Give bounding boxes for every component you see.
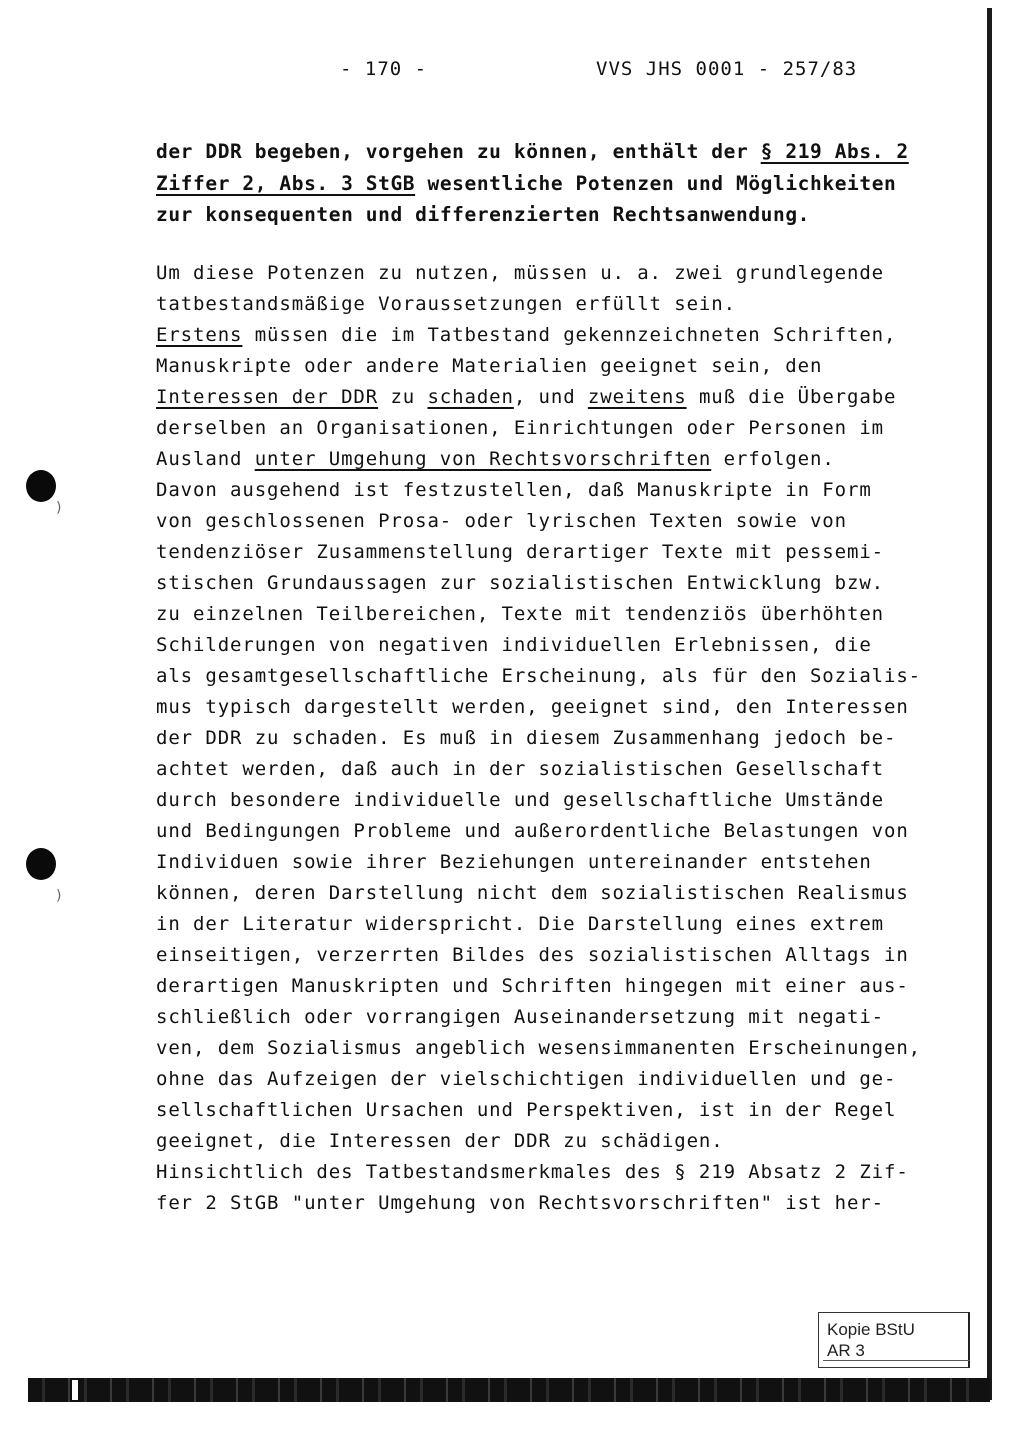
text-line — [156, 971, 956, 1002]
text-line — [156, 630, 956, 661]
text-segment: Davon ausgehend ist festzustellen, daß Manuskripte in Form — [156, 479, 872, 501]
intro-paragraph — [156, 136, 956, 231]
text-segment: tendenziöser Zusammenstellung derartiger Texte mit pessemi- — [156, 541, 884, 563]
stamp-line-2: AR 3 — [827, 1341, 865, 1360]
text-line — [156, 475, 956, 506]
text-segment: stischen Grundaussagen zur sozialistischen Entwicklung bzw. — [156, 572, 884, 594]
scan-edge — [987, 8, 992, 1400]
text-segment: zur konsequenten und differenzierten Rechtsanwendung. — [156, 203, 811, 226]
text-segment: und Bedingungen Probleme und außerordentliche Belastungen von — [156, 820, 909, 842]
text-segment: einseitigen, verzerrten Bildes des sozialistischen Alltags in — [156, 944, 909, 966]
text-line — [156, 320, 956, 351]
text-segment: ohne das Aufzeigen der vielschichtigen individuellen und ge- — [156, 1068, 897, 1090]
text-segment: ven, dem Sozialismus angeblich wesensimmanenten Erscheinungen, — [156, 1037, 922, 1059]
text-segment: Ausland — [156, 448, 255, 470]
document-reference: VVS JHS 0001 - 257/83 — [596, 58, 858, 80]
text-line — [156, 351, 956, 382]
underlined-text: Erstens — [156, 324, 243, 346]
text-line — [156, 847, 956, 878]
text-segment: muß die Übergabe — [686, 386, 897, 408]
text-segment: Individuen sowie ihrer Beziehungen untereinander entstehen — [156, 851, 872, 873]
text-segment: der DDR begeben, vorgehen zu können, enthält der — [156, 140, 761, 163]
text-segment: Um diese Potenzen zu nutzen, müssen u. a. zwei grundlegende — [156, 262, 884, 284]
punch-hole-top — [26, 470, 56, 502]
text-line — [156, 723, 956, 754]
underlined-text: Interessen der DDR — [156, 386, 379, 408]
underlined-text: Ziffer 2, Abs. 3 StGB — [156, 171, 416, 195]
text-segment: Schilderungen von negativen individuellen Erlebnissen, die — [156, 634, 872, 656]
text-line — [156, 382, 956, 413]
text-line — [156, 168, 956, 200]
text-line — [156, 940, 956, 971]
text-line — [156, 661, 956, 692]
text-line — [156, 413, 956, 444]
text-segment: derartigen Manuskripten und Schriften hingegen mit einer aus- — [156, 975, 909, 997]
punch-hole-bottom — [26, 848, 56, 880]
text-segment: mus typisch dargestellt werden, geeignet sind, den Interessen — [156, 696, 909, 718]
text-segment: durch besondere individuelle und gesellschaftliche Umstände — [156, 789, 884, 811]
text-line — [156, 136, 956, 168]
text-line — [156, 1126, 956, 1157]
text-segment: achtet werden, daß auch in der sozialistischen Gesellschaft — [156, 758, 884, 780]
text-line — [156, 1157, 956, 1188]
text-line — [156, 444, 956, 475]
text-line — [156, 1064, 956, 1095]
text-line — [156, 199, 956, 231]
text-segment: Manuskripte oder andere Materialien geeignet sein, den — [156, 355, 823, 377]
text-segment: , und — [513, 386, 588, 408]
text-segment: können, deren Darstellung nicht dem sozialistischen Realismus — [156, 882, 909, 904]
text-segment: als gesamtgesellschaftliche Erscheinung, als für den Sozialis- — [156, 665, 922, 687]
underlined-text: unter Umgehung von Rechtsvorschriften — [254, 448, 712, 470]
text-segment: wesentliche Potenzen und Möglichkeiten — [415, 171, 897, 195]
archive-stamp — [818, 1312, 970, 1368]
text-line — [156, 537, 956, 568]
page-number: - 170 - — [340, 58, 428, 80]
stamp-line-1: Kopie BStU — [827, 1320, 915, 1339]
text-line — [156, 599, 956, 630]
scan-mark: ) — [56, 888, 62, 904]
scan-mark: ) — [56, 500, 62, 516]
text-segment: schließlich oder vorrangigen Auseinandersetzung mit negati- — [156, 1006, 884, 1028]
text-line — [156, 1033, 956, 1064]
text-line — [156, 1095, 956, 1126]
text-segment: derselben an Organisationen, Einrichtungen oder Personen im — [156, 417, 884, 439]
text-line — [156, 692, 956, 723]
underlined-text: schaden — [427, 386, 514, 408]
scan-bottom-bar — [28, 1378, 990, 1402]
text-segment: von geschlossenen Prosa- oder lyrischen Texten sowie von — [156, 510, 847, 532]
text-segment: tatbestandsmäßige Voraussetzungen erfüllt sein. — [156, 293, 736, 315]
body-paragraph — [156, 258, 956, 1219]
text-line — [156, 568, 956, 599]
text-segment: erfolgen. — [711, 448, 835, 470]
text-segment: fer 2 StGB "unter Umgehung von Rechtsvorschriften" ist her- — [156, 1192, 884, 1214]
text-segment: Hinsichtlich des Tatbestandsmerkmales des § 219 Absatz 2 Zif- — [156, 1161, 909, 1183]
text-line — [156, 754, 956, 785]
text-line — [156, 289, 956, 320]
text-line — [156, 258, 956, 289]
text-segment: zu einzelnen Teilbereichen, Texte mit tendenziös überhöhten — [156, 603, 884, 625]
text-line — [156, 785, 956, 816]
text-segment: sellschaftlichen Ursachen und Perspektiven, ist in der Regel — [156, 1099, 897, 1121]
text-line — [156, 816, 956, 847]
text-segment: zu — [378, 386, 428, 408]
text-line — [156, 878, 956, 909]
underlined-text: § 219 Abs. 2 — [760, 140, 909, 163]
text-line — [156, 1002, 956, 1033]
underlined-text: zweitens — [587, 386, 687, 408]
text-line — [156, 1188, 956, 1219]
text-line — [156, 506, 956, 537]
text-segment: in der Literatur widerspricht. Die Darstellung eines extrem — [156, 913, 884, 935]
text-segment: müssen die im Tatbestand gekennzeichneten Schriften, — [242, 324, 897, 346]
text-segment: geeignet, die Interessen der DDR zu schädigen. — [156, 1130, 724, 1152]
text-segment: der DDR zu schaden. Es muß in diesem Zusammenhang jedoch be- — [156, 727, 897, 749]
text-line — [156, 909, 956, 940]
